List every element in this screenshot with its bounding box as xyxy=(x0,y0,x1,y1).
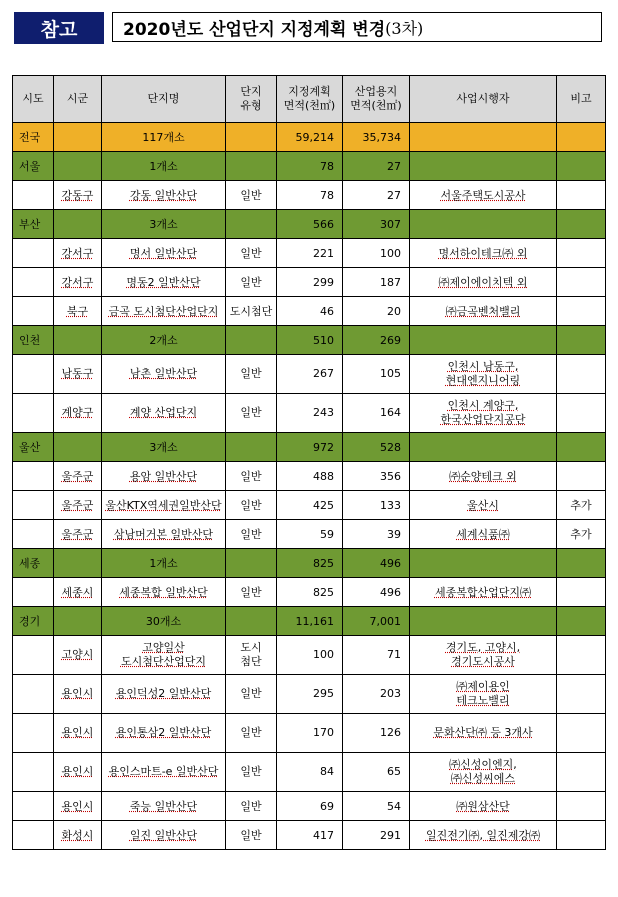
cell-complex-name: 용인덕성2 일반산단 xyxy=(102,675,226,714)
cell-plan-area: 972 xyxy=(277,433,343,462)
cell-sido: 인천 xyxy=(13,326,54,355)
table-header-row xyxy=(13,76,606,123)
cell-sido xyxy=(13,753,54,792)
cell-complex-name: 일진 일반산단 xyxy=(102,821,226,850)
cell-note xyxy=(557,578,606,607)
cell-industrial-area: 126 xyxy=(343,714,410,753)
cell-note xyxy=(557,239,606,268)
cell-sido: 서울 xyxy=(13,152,54,181)
header-operator: 사업시행자 xyxy=(410,76,557,123)
cell-complex-name: 죽능 일반산단 xyxy=(102,792,226,821)
cell-note xyxy=(557,394,606,433)
cell-operator: ㈜원삼산단 xyxy=(410,792,557,821)
cell-sigun: 강서구 xyxy=(54,239,102,268)
table-row xyxy=(13,462,606,491)
cell-sido xyxy=(13,491,54,520)
cell-sigun: 계양구 xyxy=(54,394,102,433)
cell-sido: 전국 xyxy=(13,123,54,152)
cell-industrial-area: 71 xyxy=(343,636,410,675)
region-summary-row xyxy=(13,152,606,181)
cell-sido xyxy=(13,821,54,850)
cell-plan-area: 295 xyxy=(277,675,343,714)
table-row xyxy=(13,268,606,297)
table-row xyxy=(13,491,606,520)
cell-complex-name: 금곡 도시첨단산업단지 xyxy=(102,297,226,326)
cell-sigun: 울주군 xyxy=(54,462,102,491)
cell-industrial-area: 528 xyxy=(343,433,410,462)
cell-complex-name: 고양일산 도시첨단산업단지 xyxy=(102,636,226,675)
table-row xyxy=(13,636,606,675)
cell-sido: 세종 xyxy=(13,549,54,578)
cell-complex-type: 일반 xyxy=(226,821,277,850)
cell-industrial-area: 105 xyxy=(343,355,410,394)
cell-complex-type: 일반 xyxy=(226,792,277,821)
cell-complex-name: 명서 일반산단 xyxy=(102,239,226,268)
cell-sido: 부산 xyxy=(13,210,54,239)
table-row xyxy=(13,753,606,792)
cell-industrial-area: 7,001 xyxy=(343,607,410,636)
industrial-complex-table xyxy=(12,75,606,850)
cell-complex-name: 남촌 일반산단 xyxy=(102,355,226,394)
cell-sigun: 용인시 xyxy=(54,675,102,714)
table-row xyxy=(13,675,606,714)
cell-complex-type: 일반 xyxy=(226,181,277,210)
cell-industrial-area: 187 xyxy=(343,268,410,297)
header-complex-type: 단지 유형 xyxy=(226,76,277,123)
cell-note xyxy=(557,607,606,636)
cell-sido xyxy=(13,462,54,491)
cell-operator xyxy=(410,549,557,578)
cell-plan-area: 69 xyxy=(277,792,343,821)
cell-operator: 울산시 xyxy=(410,491,557,520)
region-summary-row xyxy=(13,433,606,462)
cell-sigun: 울주군 xyxy=(54,520,102,549)
cell-complex-name: 1개소 xyxy=(102,152,226,181)
cell-note: 추가 xyxy=(557,520,606,549)
cell-operator xyxy=(410,152,557,181)
cell-complex-type: 일반 xyxy=(226,714,277,753)
cell-industrial-area: 27 xyxy=(343,181,410,210)
cell-sigun: 세종시 xyxy=(54,578,102,607)
cell-complex-name: 세종복합 일반산단 xyxy=(102,578,226,607)
cell-operator: 경기도, 고양시, 경기도시공사 xyxy=(410,636,557,675)
cell-industrial-area: 65 xyxy=(343,753,410,792)
cell-complex-name: 용인스마트-e 일반산단 xyxy=(102,753,226,792)
header-note: 비고 xyxy=(557,76,606,123)
cell-sido xyxy=(13,636,54,675)
cell-operator xyxy=(410,433,557,462)
cell-plan-area: 825 xyxy=(277,578,343,607)
cell-plan-area: 100 xyxy=(277,636,343,675)
cell-complex-type: 일반 xyxy=(226,355,277,394)
cell-complex-name: 계양 산업단지 xyxy=(102,394,226,433)
cell-industrial-area: 100 xyxy=(343,239,410,268)
cell-industrial-area: 54 xyxy=(343,792,410,821)
cell-operator xyxy=(410,326,557,355)
cell-sido xyxy=(13,792,54,821)
cell-complex-type xyxy=(226,326,277,355)
cell-note xyxy=(557,792,606,821)
cell-plan-area: 267 xyxy=(277,355,343,394)
cell-operator xyxy=(410,123,557,152)
cell-plan-area: 299 xyxy=(277,268,343,297)
cell-note xyxy=(557,210,606,239)
cell-operator xyxy=(410,210,557,239)
cell-complex-name: 30개소 xyxy=(102,607,226,636)
cell-industrial-area: 496 xyxy=(343,549,410,578)
cell-sigun: 고양시 xyxy=(54,636,102,675)
cell-industrial-area: 269 xyxy=(343,326,410,355)
cell-operator: 서울주택도시공사 xyxy=(410,181,557,210)
cell-note xyxy=(557,326,606,355)
cell-note xyxy=(557,821,606,850)
header-plan-area: 지정계획 면적(천㎡) xyxy=(277,76,343,123)
cell-complex-type: 일반 xyxy=(226,520,277,549)
cell-industrial-area: 203 xyxy=(343,675,410,714)
cell-industrial-area: 291 xyxy=(343,821,410,850)
cell-industrial-area: 307 xyxy=(343,210,410,239)
cell-complex-name: 울산KTX역세권일반산단 xyxy=(102,491,226,520)
cell-complex-name: 용인통삼2 일반산단 xyxy=(102,714,226,753)
cell-plan-area: 221 xyxy=(277,239,343,268)
cell-plan-area: 170 xyxy=(277,714,343,753)
cell-plan-area: 243 xyxy=(277,394,343,433)
total-summary-row xyxy=(13,123,606,152)
cell-sido xyxy=(13,268,54,297)
cell-operator: ㈜제이에이치텍 외 xyxy=(410,268,557,297)
cell-sigun xyxy=(54,123,102,152)
cell-industrial-area: 39 xyxy=(343,520,410,549)
cell-plan-area: 417 xyxy=(277,821,343,850)
cell-complex-type: 일반 xyxy=(226,462,277,491)
cell-operator: 인천시 계양구, 한국산업단지공단 xyxy=(410,394,557,433)
cell-sigun xyxy=(54,549,102,578)
cell-note xyxy=(557,675,606,714)
cell-plan-area: 425 xyxy=(277,491,343,520)
region-summary-row xyxy=(13,326,606,355)
cell-industrial-area: 20 xyxy=(343,297,410,326)
cell-complex-type: 도시첨단 xyxy=(226,297,277,326)
title-text: 2020년도 산업단지 지정계획 변경 xyxy=(123,19,386,40)
badge-label: 참고 xyxy=(40,18,78,41)
table-row xyxy=(13,792,606,821)
cell-sido: 울산 xyxy=(13,433,54,462)
cell-note xyxy=(557,268,606,297)
cell-complex-type xyxy=(226,549,277,578)
cell-complex-name: 강동 일반산단 xyxy=(102,181,226,210)
cell-note: 추가 xyxy=(557,491,606,520)
cell-plan-area: 78 xyxy=(277,152,343,181)
cell-complex-type: 일반 xyxy=(226,491,277,520)
cell-sigun: 화성시 xyxy=(54,821,102,850)
cell-plan-area: 825 xyxy=(277,549,343,578)
cell-operator: ㈜순양테크 외 xyxy=(410,462,557,491)
cell-operator: ㈜제이용인 테크노밸리 xyxy=(410,675,557,714)
cell-note xyxy=(557,549,606,578)
cell-complex-name: 2개소 xyxy=(102,326,226,355)
cell-plan-area: 46 xyxy=(277,297,343,326)
cell-note xyxy=(557,355,606,394)
cell-complex-type xyxy=(226,433,277,462)
cell-plan-area: 510 xyxy=(277,326,343,355)
cell-sigun: 용인시 xyxy=(54,792,102,821)
cell-note xyxy=(557,433,606,462)
cell-sigun: 남동구 xyxy=(54,355,102,394)
table-row xyxy=(13,181,606,210)
table-row xyxy=(13,297,606,326)
cell-complex-type: 일반 xyxy=(226,239,277,268)
cell-complex-type: 일반 xyxy=(226,675,277,714)
cell-sido xyxy=(13,355,54,394)
cell-sido xyxy=(13,578,54,607)
cell-industrial-area: 133 xyxy=(343,491,410,520)
cell-operator: 명서하이테크㈜ 외 xyxy=(410,239,557,268)
cell-sigun xyxy=(54,210,102,239)
region-summary-row xyxy=(13,549,606,578)
cell-industrial-area: 496 xyxy=(343,578,410,607)
cell-complex-type: 일반 xyxy=(226,394,277,433)
region-summary-row xyxy=(13,210,606,239)
cell-industrial-area: 356 xyxy=(343,462,410,491)
cell-sido xyxy=(13,520,54,549)
cell-operator: ㈜금곡벤처밸리 xyxy=(410,297,557,326)
cell-note xyxy=(557,753,606,792)
cell-sigun: 용인시 xyxy=(54,714,102,753)
cell-note xyxy=(557,462,606,491)
cell-sido xyxy=(13,181,54,210)
table-row xyxy=(13,239,606,268)
table-row xyxy=(13,520,606,549)
cell-sigun: 강동구 xyxy=(54,181,102,210)
cell-plan-area: 78 xyxy=(277,181,343,210)
cell-note xyxy=(557,152,606,181)
cell-sido xyxy=(13,714,54,753)
cell-complex-type: 도시 첨단 xyxy=(226,636,277,675)
cell-complex-type xyxy=(226,152,277,181)
cell-sigun xyxy=(54,607,102,636)
table-row xyxy=(13,355,606,394)
cell-complex-name: 용암 일반산단 xyxy=(102,462,226,491)
cell-note xyxy=(557,636,606,675)
table-row xyxy=(13,578,606,607)
header-complex-name: 단지명 xyxy=(102,76,226,123)
cell-sido xyxy=(13,239,54,268)
cell-note xyxy=(557,123,606,152)
cell-complex-type xyxy=(226,210,277,239)
header-sigun: 시군 xyxy=(54,76,102,123)
cell-sigun: 강서구 xyxy=(54,268,102,297)
cell-sigun: 용인시 xyxy=(54,753,102,792)
cell-plan-area: 566 xyxy=(277,210,343,239)
document-title xyxy=(112,12,602,42)
cell-complex-name: 3개소 xyxy=(102,433,226,462)
cell-operator xyxy=(410,607,557,636)
cell-complex-type xyxy=(226,123,277,152)
cell-plan-area: 59 xyxy=(277,520,343,549)
table-row xyxy=(13,394,606,433)
cell-sido xyxy=(13,394,54,433)
cell-operator: 일진전기㈜, 일진제강㈜ xyxy=(410,821,557,850)
cell-industrial-area: 35,734 xyxy=(343,123,410,152)
cell-complex-name: 3개소 xyxy=(102,210,226,239)
reference-badge xyxy=(14,12,104,44)
cell-note xyxy=(557,181,606,210)
cell-complex-type: 일반 xyxy=(226,753,277,792)
cell-operator: ㈜신성이엔지, ㈜신성씨에스 xyxy=(410,753,557,792)
header-industrial-area: 산업용지 면적(천㎡) xyxy=(343,76,410,123)
cell-complex-name: 117개소 xyxy=(102,123,226,152)
cell-plan-area: 59,214 xyxy=(277,123,343,152)
title-subtitle: (3차) xyxy=(385,18,424,38)
cell-sido: 경기 xyxy=(13,607,54,636)
cell-plan-area: 488 xyxy=(277,462,343,491)
header-sido: 시도 xyxy=(13,76,54,123)
cell-note xyxy=(557,714,606,753)
cell-plan-area: 84 xyxy=(277,753,343,792)
table-row xyxy=(13,714,606,753)
cell-sigun: 북구 xyxy=(54,297,102,326)
cell-operator: 문화산단㈜ 등 3개사 xyxy=(410,714,557,753)
table-row xyxy=(13,821,606,850)
cell-complex-name: 삼남머거본 일반산단 xyxy=(102,520,226,549)
cell-sido xyxy=(13,675,54,714)
cell-industrial-area: 164 xyxy=(343,394,410,433)
cell-complex-name: 1개소 xyxy=(102,549,226,578)
cell-complex-type xyxy=(226,607,277,636)
cell-sigun xyxy=(54,326,102,355)
cell-complex-type: 일반 xyxy=(226,578,277,607)
cell-industrial-area: 27 xyxy=(343,152,410,181)
cell-operator: 세계식품㈜ xyxy=(410,520,557,549)
cell-note xyxy=(557,297,606,326)
cell-operator: 세종복합산업단지㈜ xyxy=(410,578,557,607)
cell-sigun xyxy=(54,152,102,181)
cell-sigun xyxy=(54,433,102,462)
cell-plan-area: 11,161 xyxy=(277,607,343,636)
cell-complex-type: 일반 xyxy=(226,268,277,297)
region-summary-row xyxy=(13,607,606,636)
cell-complex-name: 명동2 일반산단 xyxy=(102,268,226,297)
cell-sido xyxy=(13,297,54,326)
cell-operator: 인천시 남동구, 현대엔지니어링 xyxy=(410,355,557,394)
cell-sigun: 울주군 xyxy=(54,491,102,520)
